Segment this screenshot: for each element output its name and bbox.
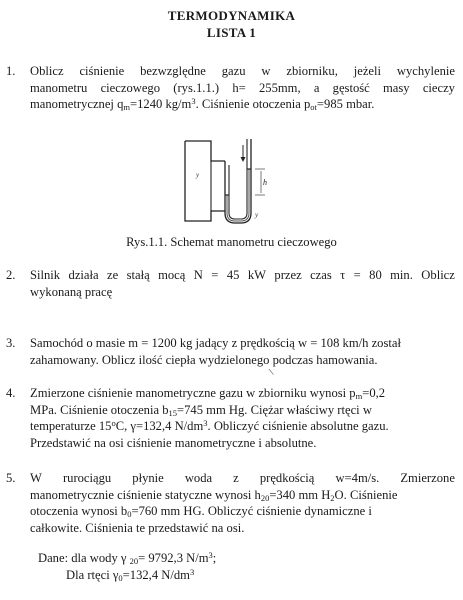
figure-caption: Rys.1.1. Schemat manometru cieczowego (126, 235, 337, 249)
document-subtitle: LISTA 1 (206, 25, 257, 40)
problem-number: 5. (6, 471, 16, 485)
given-water: Dane: dla wody γ $_{20}$= 9792,3 $N/m^3$; (38, 550, 217, 566)
problem-line: Samochód o masie m = 1200 kg jadący z prędkością w = 108 km/h został (30, 336, 401, 350)
u-tube-inner (229, 139, 247, 219)
problem-line: zahamowany. Oblicz ilość ciepła wydzielonego podczas hamowania. (30, 352, 378, 367)
stray-pen-mark: \ (268, 366, 275, 379)
tank-wall (185, 141, 225, 221)
manometer-liquid (227, 169, 250, 222)
problem-text (30, 335, 455, 368)
problem-line: Silnik działa ze stałą mocą N = 45 kW przez czas τ = 80 min. Oblicz (30, 268, 455, 282)
problem-number: 1. (6, 64, 16, 78)
h-label: h (263, 178, 267, 187)
problem-number: 2. (6, 268, 16, 282)
h-arrow-head (241, 157, 246, 162)
document-title: TERMODYNAMIKA (167, 8, 296, 23)
problem-line: wykonaną pracę (30, 284, 113, 299)
problem-line: manometrycznej $q_m=1240$ $kg/m^3$. Ciśnienie otoczenia $p_{ot}=985$ mbar. (30, 96, 375, 112)
problem-line: całkowite. Ciśnienia te przedstawić na osi. (30, 520, 245, 535)
problem-line: W rurociągu płynie woda z prędkością w=4m/s. Zmierzone (30, 471, 455, 485)
problem-text (30, 385, 455, 451)
problem-line: Zmierzone ciśnienie manometryczne gazu w zbiorniku wynosi $p_m=0,2$ (30, 386, 386, 401)
problem-number: 3. (6, 336, 16, 350)
manometer-figure (183, 135, 278, 230)
problem-line: Oblicz ciśnienie bezwzględne gazu w zbiorniku, jeżeli wychylenie (30, 64, 455, 78)
given-mercury: Dla rtęci $\gamma_0=132,4$ $N/dm^3$ (66, 567, 195, 583)
problem-text (30, 63, 455, 113)
problem-text (30, 267, 455, 300)
problem-line: temperaturze 15$^o$C, γ=132,4 $N/dm^3$. Obliczyć ciśnienie absolutne gazu. (30, 418, 389, 433)
problem-line: Przedstawić na osi ciśnienie manometryczne i absolutne. (30, 435, 317, 450)
problem-line: MPa. Ciśnienie otoczenia $b_{15}=745$ mm Hg. Ciężar właściwy rtęci w (30, 402, 372, 418)
problem-number: 4. (6, 386, 16, 400)
problem-line: manometrycznie ciśnienie statyczne wynosi $h_{20}=340$ mm $H_2O$. Ciśnienie (30, 487, 398, 503)
problem-line: manometru cieczowego (rys.1.1.) h= 255mm, a gęstość masy cieczy (30, 80, 455, 95)
density-label-left: y (196, 171, 200, 179)
problem-text (30, 470, 455, 536)
density-label-right: y (255, 211, 259, 219)
tank-wall-top (185, 141, 225, 161)
given-data (38, 550, 216, 584)
problem-line: otoczenia wynosi $b_0=760$ mm HG. Obliczyć ciśnienie dynamiczne i (30, 504, 372, 519)
